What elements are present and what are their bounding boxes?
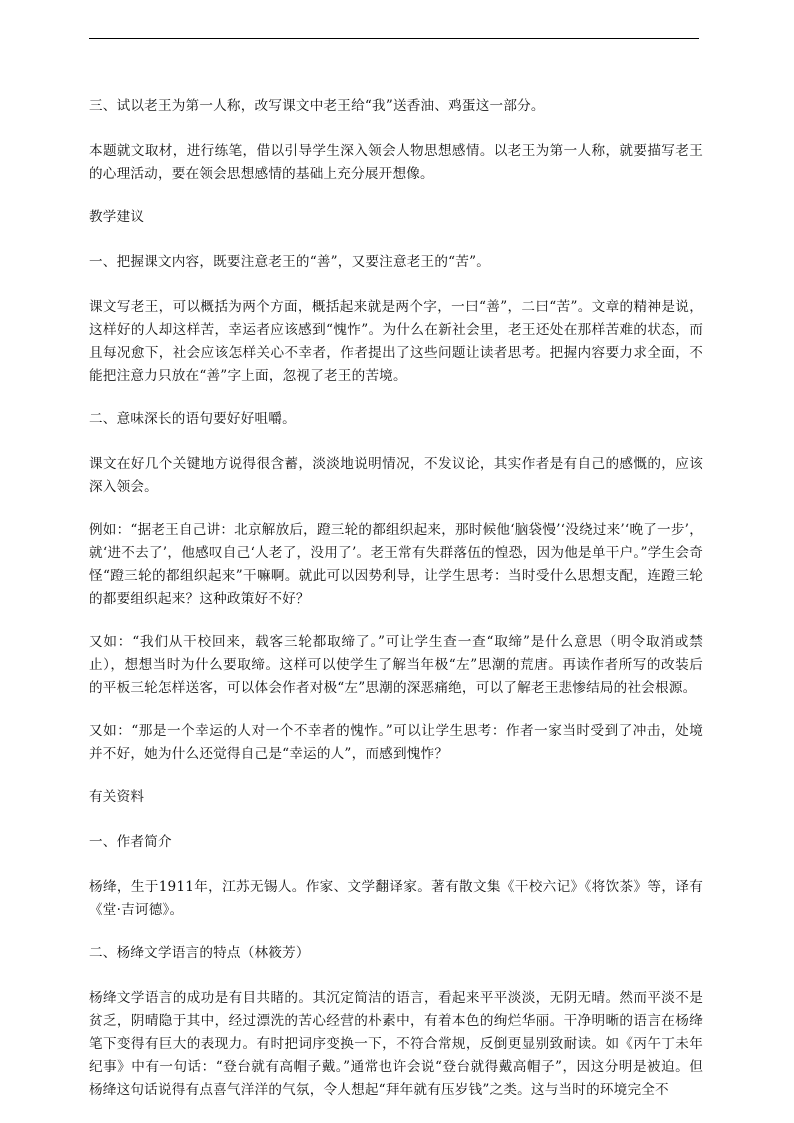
- paragraph-example-two: 又如：“我们从干校回来，载客三轮都取缔了。”可让学生查一查“取缔”是什么意思（明令取消或禁止），想想当时为什么要取缔。这样可以使学生了解当年极“左”思潮的荒唐。再读作者所写的改装后的平板三轮怎样送客，可以体会作者对极“左”思潮的深恶痛绝，可以了解老王悲惨结局的社会根源。: [89, 634, 703, 696]
- subheading-author-intro: 一、作者简介: [89, 834, 172, 850]
- section-heading-related-materials: 有关资料: [89, 789, 145, 805]
- paragraph-example-one: 例如：“据老王自己讲：北京解放后，蹬三轮的都组织起来，那时候他‘脑袋慢’‘没绕过来’‘晚了一步’，就‘进不去了’，他感叹自己‘人老了，没用了’。老王常有失群落伍的惶恐，因为他是单干户。”学生会奇怪“蹬三轮的都组织起来”干嘛啊。就此可以因势利导，让学生思考：当时受什么思想支配，连蹬三轮的都要组织起来？这种政策好不好？: [89, 522, 703, 607]
- paragraph-example-three: 又如：“那是一个幸运的人对一个不幸者的愧怍。”可以让学生思考：作者一家当时受到了冲击，处境并不好，她为什么还觉得自己是“幸运的人”，而感到愧怍？: [89, 723, 703, 762]
- paragraph-language-features: 杨绛文学语言的成功是有目共睹的。其沉定简洁的语言，看起来平平淡淡，无阴无晴。然而平淡不是贫乏，阴晴隐于其中，经过漂洗的苦心经营的朴素中，有着本色的绚烂华丽。干净明晰的语言在杨绛笔下变得有巨大的表现力。有时把词序变换一下，不符合常规，反倒更显别致耐读。如《丙午丁未年纪事》中有一句话：“登台就有高帽子戴。”通常也许会说“登台就得戴高帽子”，因这分明是被迫。但杨绛这句话说得有点喜气洋洋的气氛，令人想起“拜年就有压岁钱”之类。这与当时的环境完全不: [89, 990, 703, 1098]
- subheading-grasp-content: 一、把握课文内容，既要注意老王的“善”，又要注意老王的“苦”。: [89, 254, 491, 270]
- paragraph-exercise-three: 三、试以老王为第一人称，改写课文中老王给“我”送香油、鸡蛋这一部分。: [89, 98, 545, 114]
- paragraph-grasp-content: 课文写老王，可以概括为两个方面，概括起来就是两个字，一曰“善”，二曰“苦”。文章的精神是说，这样好的人却这样苦，幸运者应该感到“愧怍”。为什么在新社会里，老王还处在那样苦难的状态，而且每况愈下，社会应该怎样关心不幸者，作者提出了这些问题让读者思考。把握内容要力求全面，不能把注意力只放在“善”字上面，忽视了老王的苦境。: [89, 299, 703, 384]
- subheading-savor-sentences: 二、意味深长的语句要好好咀嚼。: [89, 411, 296, 427]
- section-heading-teaching-suggestions: 教学建议: [89, 209, 145, 225]
- subheading-language-features: 二、杨绛文学语言的特点（林筱芳）: [89, 945, 310, 961]
- document-body: [89, 95, 703, 1122]
- paragraph-author-intro: 杨绛，生于1911年，江苏无锡人。作家、文学翻译家。著有散文集《干校六记》《将饮茶》等，译有《堂·吉诃德》。: [89, 879, 703, 918]
- paragraph-exercise-explanation: 本题就文取材，进行练笔，借以引导学生深入领会人物思想感情。以老王为第一人称，就要描写老王的心理活动，要在领会思想感情的基础上充分展开想像。: [89, 143, 703, 182]
- header-rule: [89, 38, 699, 39]
- paragraph-implicit-expression: 课文在好几个关键地方说得很含蓄，淡淡地说明情况，不发议论，其实作者是有自己的感慨的，应该深入领会。: [89, 456, 703, 495]
